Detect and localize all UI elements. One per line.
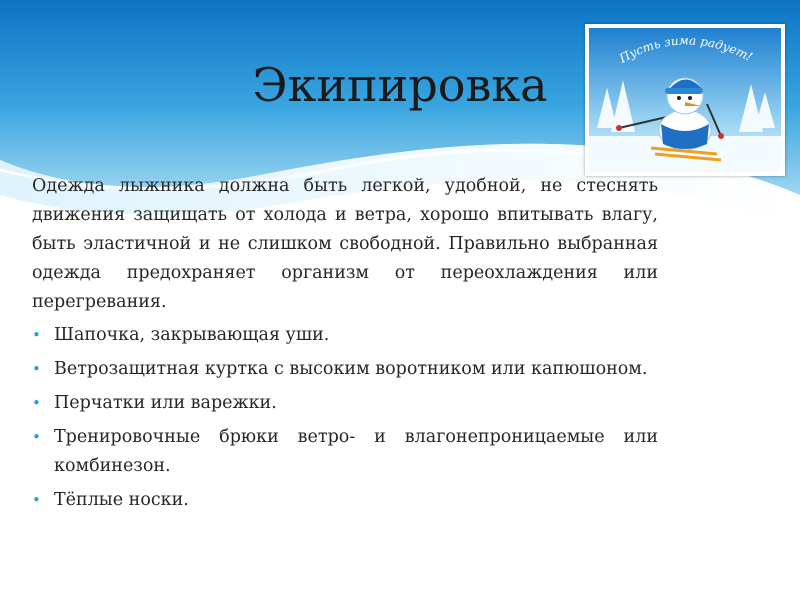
- bullet-icon: •: [32, 491, 41, 509]
- illustration-caption: Пусть зима радует!: [616, 33, 755, 66]
- list-item: [32, 486, 658, 515]
- list-item: [32, 389, 658, 418]
- bullet-icon: •: [32, 394, 41, 412]
- equipment-list: [32, 321, 658, 515]
- list-item-text: Перчатки или варежки.: [54, 393, 277, 413]
- snowman-skier-icon: [589, 28, 781, 172]
- slide-title: Экипировка: [252, 58, 548, 112]
- snowman-illustration: [585, 24, 785, 176]
- list-item-text: Тренировочные брюки ветро- и влагонепроницаемые или комбинезон.: [54, 427, 658, 476]
- list-item-text: Тёплые носки.: [54, 490, 189, 510]
- list-item-text: Ветрозащитная куртка с высоким воротником или капюшоном.: [54, 359, 648, 379]
- bullet-icon: •: [32, 360, 41, 378]
- bullet-icon: •: [32, 428, 41, 446]
- list-item: [32, 423, 658, 481]
- slide-body: [32, 172, 658, 520]
- list-item: [32, 321, 658, 350]
- list-item: [32, 355, 658, 384]
- list-item-text: Шапочка, закрывающая уши.: [54, 325, 330, 345]
- bullet-icon: •: [32, 326, 41, 344]
- intro-paragraph: Одежда лыжника должна быть легкой, удобной, не стеснять движения защищать от холода и ветра, хорошо впитывать влагу, быть эластичной и не слишком свободной. Правильно выбранная одежда предохраняет организм от переохлаждения или перегревания.: [32, 176, 658, 312]
